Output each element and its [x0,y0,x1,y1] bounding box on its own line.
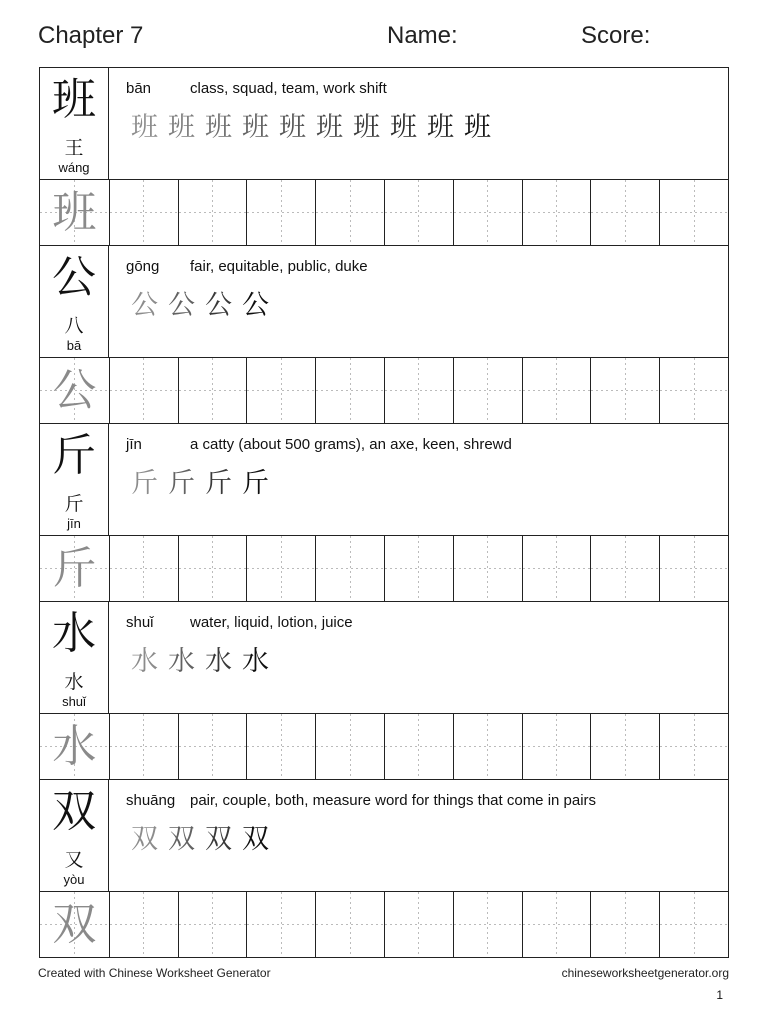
practice-cell [384,536,453,601]
practice-cell [315,536,384,601]
practice-row [39,535,729,601]
character-info-row [39,67,729,179]
practice-row [39,713,729,779]
practice-cell [315,714,384,779]
practice-cell [453,536,522,601]
stroke-order-step: 水 [131,646,158,677]
practice-cell [659,892,728,957]
definition: pair, couple, both, measure word for things that come in pairs [190,792,597,809]
practice-row [39,357,729,423]
practice-cell [315,892,384,957]
practice-cell [453,714,522,779]
practice-cell [522,358,591,423]
trace-character: 斤 [52,543,97,594]
stroke-order-step: 公 [168,290,195,321]
trace-character: 双 [52,899,97,950]
practice-cell [109,714,178,779]
radical: 斤 [64,493,84,515]
trace-cell [40,536,109,601]
page-number: 1 [716,988,723,1002]
radical: 水 [64,671,84,693]
practice-cell [384,180,453,245]
name-label: Name: [387,22,458,49]
trace-character: 班 [52,187,97,238]
practice-cell [384,892,453,957]
stroke-order-step: 班 [390,112,417,143]
stroke-order-step: 班 [168,112,195,143]
definition: a catty (about 500 grams), an axe, keen, shrewd [190,436,512,453]
practice-cell [246,892,315,957]
character-column [40,68,109,179]
practice-cell [178,536,247,601]
stroke-order-step: 双 [168,824,195,855]
practice-cell [659,358,728,423]
hanzi-character: 班 [52,74,96,125]
character-block [39,779,729,958]
footer-website: chineseworksheetgenerator.org [561,966,729,980]
hanzi-character: 双 [52,786,96,837]
definition: water, liquid, lotion, juice [190,614,353,631]
trace-character: 公 [52,365,97,416]
trace-cell [40,714,109,779]
practice-cell [178,180,247,245]
stroke-order-sequence [126,288,274,324]
hanzi-character: 水 [52,608,96,659]
practice-cell [453,892,522,957]
practice-cell [659,714,728,779]
radical-pinyin: shuǐ [62,694,86,709]
character-column [40,780,109,891]
practice-cell [590,714,659,779]
stroke-order-step: 班 [279,112,306,143]
practice-cell [178,714,247,779]
practice-cell [315,358,384,423]
pinyin: shuǐ [126,614,154,631]
definition: fair, equitable, public, duke [190,258,368,275]
trace-cell [40,358,109,423]
practice-cell [109,892,178,957]
definition: class, squad, team, work shift [190,80,387,97]
practice-cell [590,358,659,423]
practice-cell [109,358,178,423]
character-block [39,601,729,779]
stroke-order-step: 班 [464,112,491,143]
practice-cell [109,180,178,245]
character-column [40,602,109,713]
stroke-order-sequence [126,644,274,680]
stroke-order-step: 斤 [242,468,269,499]
character-column [40,424,109,535]
practice-cell [384,358,453,423]
practice-cell [590,536,659,601]
stroke-order-step: 公 [131,290,158,321]
stroke-order-step: 班 [316,112,343,143]
radical: 八 [64,315,84,337]
stroke-order-step: 公 [205,290,232,321]
character-info-row [39,601,729,713]
radical: 又 [64,849,84,871]
practice-cell [590,180,659,245]
footer-credit: Created with Chinese Worksheet Generator [38,966,271,980]
stroke-order-sequence [126,466,274,502]
trace-cell [40,892,109,957]
hanzi-character: 公 [52,252,96,303]
stroke-order-step: 双 [131,824,158,855]
stroke-order-step: 水 [168,646,195,677]
practice-cell [315,180,384,245]
hanzi-character: 斤 [52,430,96,481]
character-block [39,67,729,245]
practice-row [39,179,729,245]
score-label: Score: [581,22,651,49]
practice-cell [384,714,453,779]
radical-pinyin: yòu [63,872,85,887]
practice-cell [522,536,591,601]
character-block [39,423,729,601]
stroke-order-step: 班 [427,112,454,143]
stroke-order-step: 斤 [131,468,158,499]
worksheet-title: Chapter 7 [38,22,144,49]
character-column [40,246,109,357]
practice-cell [522,892,591,957]
stroke-order-step: 斤 [168,468,195,499]
stroke-order-step: 双 [205,824,232,855]
stroke-order-sequence [126,822,274,858]
trace-character: 水 [52,721,97,772]
practice-cell [659,536,728,601]
pinyin: bān [126,80,152,97]
stroke-order-step: 班 [205,112,232,143]
pinyin: jīn [126,436,142,453]
practice-sheet [39,67,729,958]
stroke-order-step: 水 [205,646,232,677]
stroke-order-step: 水 [242,646,269,677]
practice-cell [246,358,315,423]
stroke-order-step: 班 [353,112,380,143]
practice-cell [246,714,315,779]
practice-cell [453,358,522,423]
stroke-order-step: 公 [242,290,269,321]
stroke-order-step: 双 [242,824,269,855]
radical: 王 [64,137,84,159]
trace-cell [40,180,109,245]
radical-pinyin: bā [66,338,82,353]
character-info-row [39,245,729,357]
practice-cell [590,892,659,957]
practice-cell [109,536,178,601]
practice-cell [178,892,247,957]
character-info-row [39,423,729,535]
stroke-order-sequence [126,110,496,146]
practice-cell [246,180,315,245]
pinyin: gōng [126,258,160,275]
practice-row [39,891,729,958]
radical-pinyin: wáng [58,160,90,175]
stroke-order-step: 班 [131,112,158,143]
stroke-order-step: 班 [242,112,269,143]
practice-cell [246,536,315,601]
practice-cell [453,180,522,245]
practice-cell [178,358,247,423]
practice-cell [522,180,591,245]
practice-cell [659,180,728,245]
character-info-row [39,779,729,891]
pinyin: shuāng [126,792,176,809]
stroke-order-step: 斤 [205,468,232,499]
practice-cell [522,714,591,779]
radical-pinyin: jīn [67,516,81,531]
character-block [39,245,729,423]
